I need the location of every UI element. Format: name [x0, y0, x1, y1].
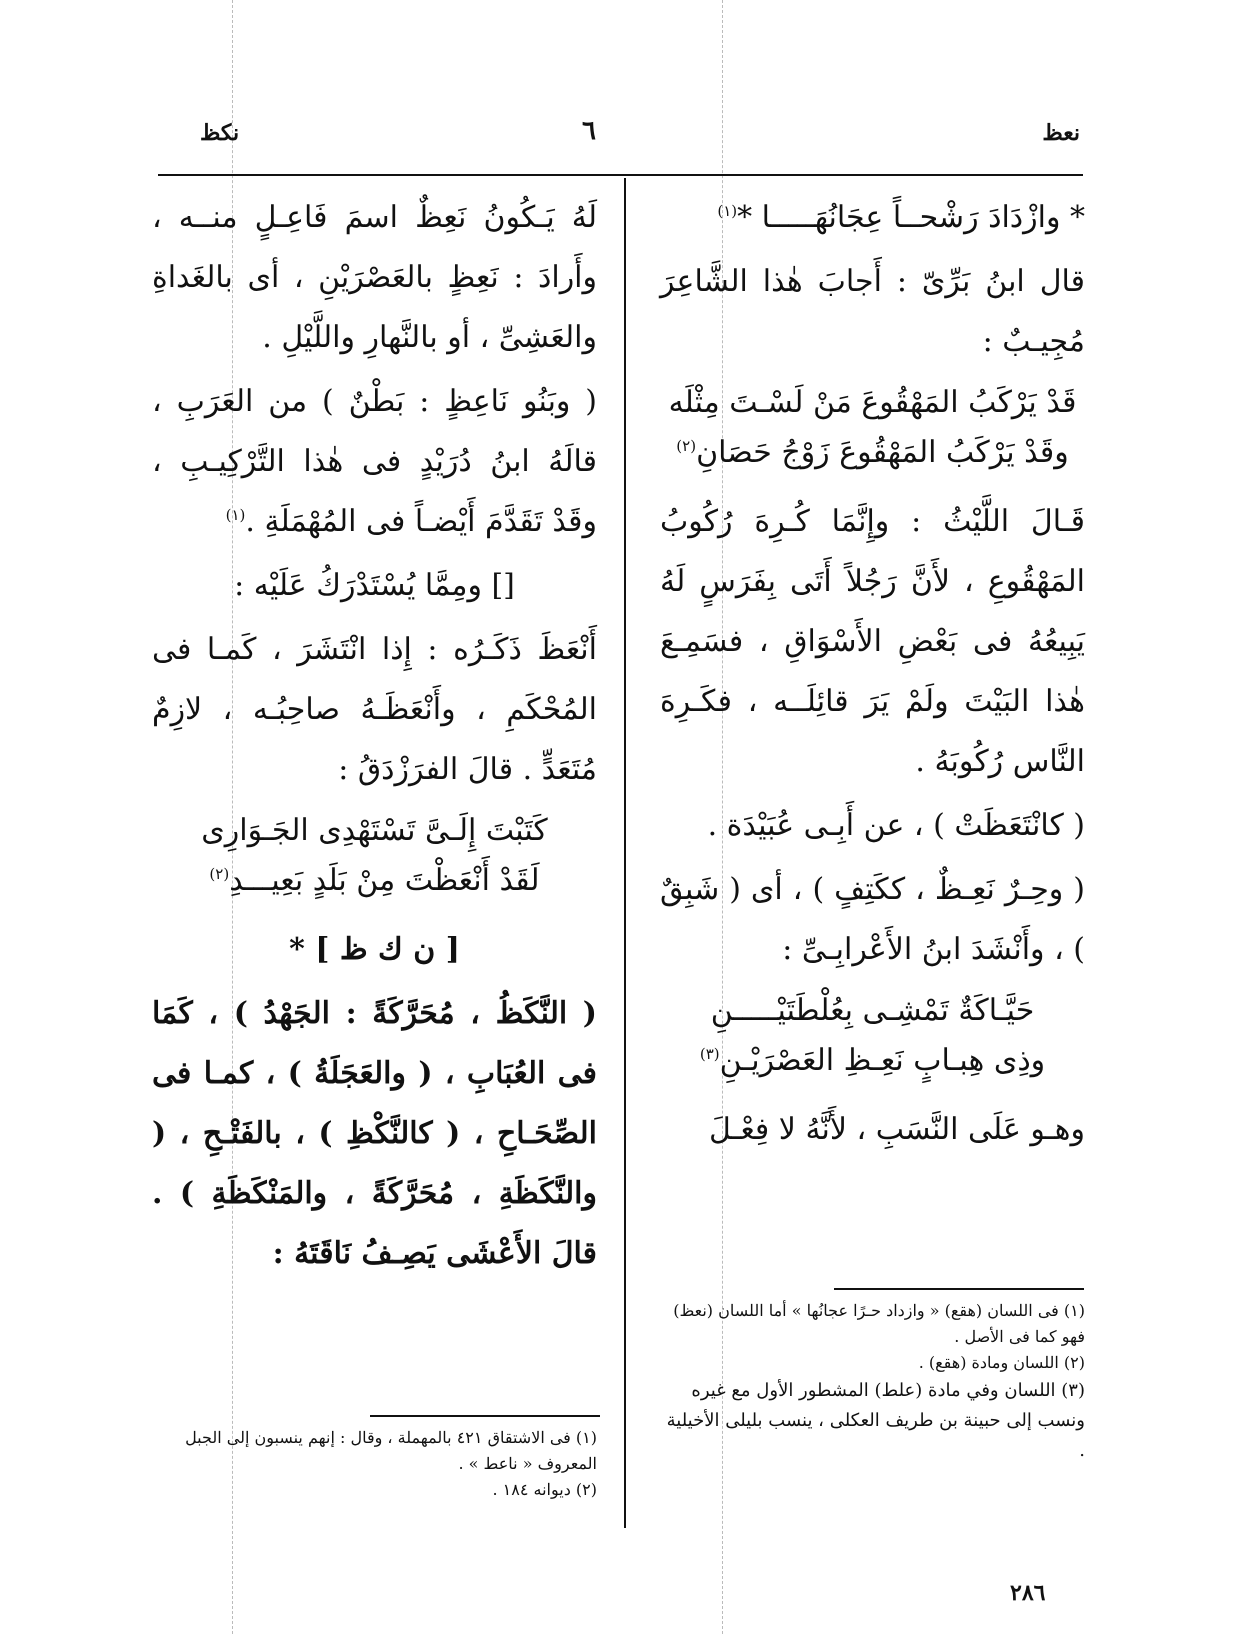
header-center-mark: ٦: [582, 116, 596, 146]
paragraph: ( كانْتَعَظَتْ ) ، عن أَبِـى عُبَيْدَة .: [707, 808, 1085, 843]
verse-line: وقَدْ يَرْكَبُ المَهْقُوعَ زَوْجُ حَصَانِ$^{(٢)}$: [676, 435, 1069, 470]
verse-line: لَقَدْ أَنْعَظْتَ مِنْ بَلَدٍ بَعِيـــدِ$^{(٢)}$: [209, 863, 540, 898]
right-column: [660, 188, 1085, 1164]
paragraph: قَـالَ اللَّيْثُ : وإِنَّمَا كُـرِهَ رُكُوبُ المَهْقُوعِ ، لأَنَّ رَجُلاً أَتَى بِفَرَسٍ لَهُ يَبِيعُهُ فى بَعْضِ الأَسْوَاقِ ، فسَمِـعَ هٰذا البَيْتَ ولَمْ يَرَ قائِلَــه ، فكَـرِهَ النَّاس رُكُوبَهُ .: [660, 504, 1085, 779]
footnote: (٣) اللسان وفي مادة (علط) المشطور الأول مع غيره ونسب إلى حبينة بن طريف العكلى ، ينسب بليلى الأخيلية .: [666, 1380, 1085, 1461]
entry-heading: [ ن ك ظ ] *: [289, 932, 460, 967]
paragraph: لَهُ يَـكُونُ نَعِظٌ اسمَ فَاعِـلٍ منــه ، وأَرادَ : نَعِظٍ بالعَصْرَيْنِ ، أى بالغَداةِ والعَشِىِّ ، أو بالنَّهارِ واللَّيْلِ .: [152, 200, 597, 355]
verse: [660, 986, 1085, 1086]
left-column: [152, 188, 597, 1288]
header-rule: [158, 174, 1083, 176]
paragraph: أَنْعَظَ ذَكَـرُه : إِذا انْتَشَرَ ، كَمـا فى المُحْكَمِ ، وأَنْعَظَـهُ صاحِبُـه ، لازِمٌ مُتَعَدٍّ . قالَ الفرَزْدَقُ :: [152, 632, 597, 787]
paragraph: ( وبَنُو نَاعِظٍ : بَطْنٌ ) من العَرَبِ ، قالَهُ ابنُ دُرَيْدٍ فى هٰذا التَّرْكِيـبِ ، وقَدْ تَقَدَّمَ أَيْضـاً فى المُهْمَلَةِ .$^{(١)}$: [152, 384, 597, 539]
header-left-word: نكظ: [200, 120, 240, 146]
footnotes-left: [152, 1425, 597, 1503]
footnote-rule: [834, 1288, 1084, 1290]
verse: [660, 378, 1085, 478]
verse-line: وذِى هِبـابٍ نَعِـظِ العَصْرَيْـنِ$^{(٣)}$: [699, 1043, 1046, 1078]
footnotes-right: [660, 1298, 1085, 1466]
verse-line: * وازْدَادَ رَشْحــاً عِجَانُهَـــــا *$^{(١)}$: [717, 200, 1085, 235]
section-label: [] ومِمَّا يُسْتَدْرَكُ عَلَيْه :: [234, 568, 515, 603]
verse-line: كَتَبْتَ إِلَـىَّ تَسْتَهْدِى الجَـوَارِى: [201, 813, 548, 848]
page-header: [150, 116, 1080, 160]
footnote: (٢) ديوانه ١٨٤ .: [492, 1480, 597, 1499]
footnote: (١) فى اللسان (هقع) « وازداد حـرًا عجانُها » أما اللسان (نعظ) فهو كما فى الأصل .: [673, 1301, 1085, 1346]
verse-line: حَيَّـاكَةٌ تَمْشِـى بِعُلْطَتَيْـــــنِ: [710, 993, 1035, 1028]
footnote-rule: [370, 1415, 600, 1417]
header-right-word: نعظ: [1042, 120, 1080, 146]
footnote: (١) فى الاشتقاق ٤٢١ بالمهملة ، وقال : إنهم ينسبون إلى الجبل المعروف « ناعط » .: [185, 1428, 597, 1473]
column-divider: [624, 178, 626, 1528]
page-number: ٢٨٦: [1010, 1580, 1046, 1606]
footnote: (٢) اللسان ومادة (هقع) .: [918, 1353, 1085, 1372]
paragraph: وهـو عَلَى النَّسَبِ ، لأَنَّهُ لا فِعْـلَ: [708, 1112, 1085, 1147]
paragraph: قال ابنُ بَرِّىّ : أَجابَ هٰذا الشَّاعِرَ مُجِيـبٌ :: [660, 264, 1085, 359]
verse-line: قَدْ يَرْكَبُ المَهْقُوعَ مَنْ لَسْـتَ مِثْلَه: [668, 385, 1077, 420]
paragraph: ( وحِـرٌ نَعِـظٌ ، ككَتِفٍ ) ، أى ( شَبِقٌ ) ، وأَنْشَدَ ابنُ الأَعْرابِـىِّ :: [660, 872, 1085, 967]
verse: [152, 806, 597, 906]
paragraph: ( النَّكَظُ ، مُحَرَّكَةً : الجَهْدُ ) ، كَمَا فى العُبَابِ ، ( والعَجَلَةُ ) ، كمـا فى الصِّحَـاحِ ، ( كالنَّكْظِ ) ، بالفَتْـحِ ، ( والنَّكَظَةِ ، مُحَرَّكَةً ، والمَنْكَظَةِ ) . قالَ الأَعْشَى يَصِـفُ نَاقَتَهُ :: [152, 996, 597, 1271]
